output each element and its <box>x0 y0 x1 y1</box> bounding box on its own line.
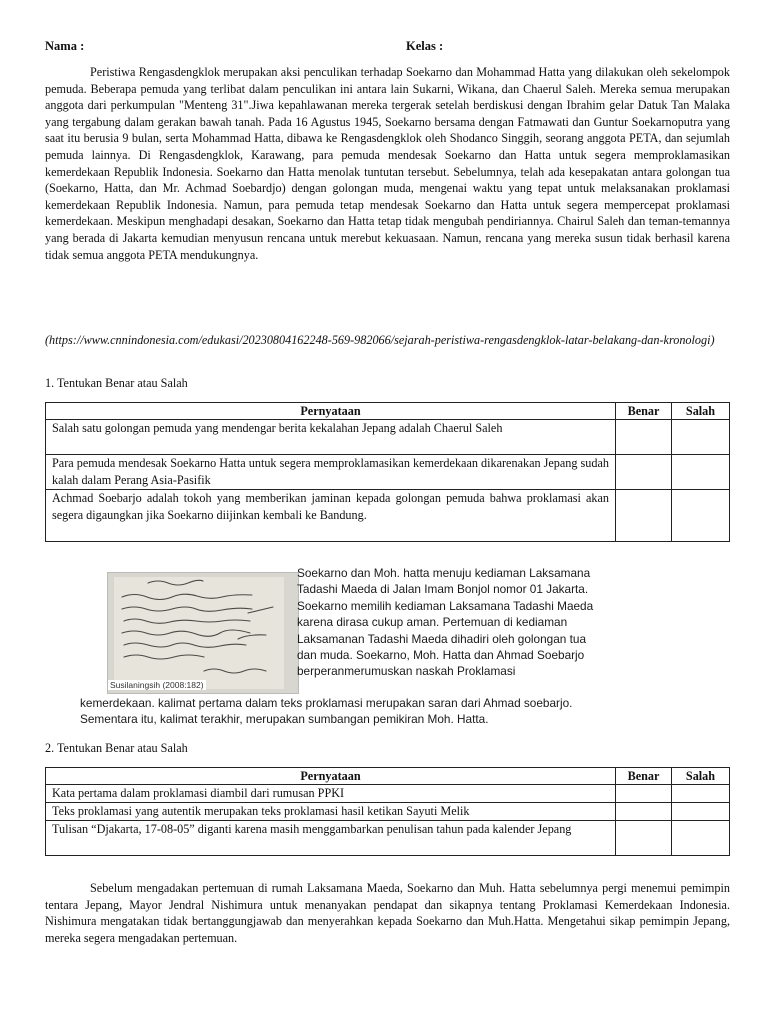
header-true: Benar <box>616 403 672 420</box>
question-2-table <box>45 767 730 856</box>
question-1-table <box>45 402 730 542</box>
manuscript-image <box>107 572 299 694</box>
table-header-row <box>46 403 730 420</box>
answer-false-cell[interactable] <box>672 803 730 821</box>
answer-false-cell[interactable] <box>672 785 730 803</box>
source-citation: (https://www.cnnindonesia.com/edukasi/20230804162248-569-982066/sejarah-peristiwa-rengasdengklok-latar-belakang-dan-kronologi) <box>45 333 715 347</box>
image-caption: Susilaningsih (2008:182) <box>110 680 204 690</box>
class-label: Kelas : <box>406 39 444 53</box>
table-row <box>46 490 730 542</box>
answer-true-cell[interactable] <box>616 420 672 455</box>
statement-cell: Teks proklamasi yang autentik merupakan teks proklamasi hasil ketikan Sayuti Melik <box>46 803 616 821</box>
answer-false-cell[interactable] <box>672 455 730 490</box>
statement-cell: Para pemuda mendesak Soekarno Hatta untuk segera memproklamasikan kemerdekaan dikarenakan Jepang sudah kalah dalam Perang Asia-Pasifik <box>46 455 616 490</box>
table-row <box>46 420 730 455</box>
table-row <box>46 785 730 803</box>
table-row <box>46 803 730 821</box>
answer-true-cell[interactable] <box>616 455 672 490</box>
statement-cell: Kata pertama dalam proklamasi diambil dari rumusan PPKI <box>46 785 616 803</box>
reading-passage-2: Sebelum mengadakan pertemuan di rumah Laksamana Maeda, Soekarno dan Muh. Hatta sebelumnya pergi menemui pemimpin tentara Jepang, Mayor Jendral Nishimura untuk menanyakan pendapat dan sikapnya tentang Proklamasi Kemerdekaan Indonesia. Nishimura mengatakan tidak bertanggungjawab dan menyerahkan kepada Soekarno dan Muh.Hatta. Mengetahui sikap pemimpin Jepang, mereka segera mengadakan pertemuan. <box>45 881 730 945</box>
answer-false-cell[interactable] <box>672 490 730 542</box>
reading-passage-1: Peristiwa Rengasdengklok merupakan aksi penculikan terhadap Soekarno dan Mohammad Hatta yang dilakukan oleh sekelompok pemuda. Beberapa pemuda yang terlibat dalam penculikan ini antara lain Sukarni, Wikana, dan Chaerul Saleh. Mereka semua merupakan anggota dari perkumpulan "Menteng 31".Jiwa kepahlawanan mereka tergerak setelah berdiskusi dengan Ibrahim gelar Datuk Tan Malaka yang tergabung dalam gerakan bawah tanah. Pada 16 Agustus 1945, Soekarno bersama dengan Fatmawati dan Guntur Soekarnoputra yang saat itu berusia 9 bulan, serta Mohammad Hatta, dibawa ke Rengasdengklok oleh Shodanco Singgih, seorang anggota PETA, dan sejumlah pemuda lainnya. Di Rengasdengklok, Karawang, para pemuda mendesak Soekarno dan Hatta untuk segera memproklamasikan kemerdekaan Republik Indonesia. Soekarno dan Hatta menolak tuntutan tersebut. Sebelumnya, telah ada kesepakatan antara golongan tua (Soekarno, Hatta, dan Mr. Achmad Soebardjo) dengan golongan muda, mengenai waktu yang tepat untuk melaksanakan proklamasi kemerdekaan Republik Indonesia. Namun, para pemuda tetap mendesak Soekarno dan Hatta untuk segera mempercepat proklamasi kemerdekaan. Meskipun menghadapi desakan, Soekarno dan Hatta tetap tidak mengubah pendiriannya. Chairul Saleh dan teman-temannya yang berada di Jakarta kemudian menyusun rencana untuk merebut kekuasaan. Namun, rencana yang mereka susun tidak berhasil karena tidak semua anggota PETA mendukungnya. <box>45 65 730 262</box>
figure-side-text: Soekarno dan Moh. hatta menuju kediaman Laksamana Tadashi Maeda di Jalan Imam Bonjol nomor 01 Jakarta. Soekarno memilih kediaman Laksamana Tadashi Maeda karena dirasa cukup aman. Pertemuan di kediaman Laksamanan Tadashi Maeda dihadiri oleh golongan tua dan muda. Soekarno, Moh. Hatta dan Ahmad Soebarjo berperanmerumuskan naskah Proklamasi <box>297 566 594 679</box>
answer-false-cell[interactable] <box>672 821 730 856</box>
question-1-title: 1. Tentukan Benar atau Salah <box>45 376 188 390</box>
header-true: Benar <box>616 768 672 785</box>
header-statement: Pernyataan <box>46 403 616 420</box>
header-false: Salah <box>672 768 730 785</box>
name-label: Nama : <box>45 39 85 53</box>
statement-cell: Salah satu golongan pemuda yang mendengar berita kekalahan Jepang adalah Chaerul Saleh <box>46 420 616 455</box>
answer-true-cell[interactable] <box>616 490 672 542</box>
question-2-title: 2. Tentukan Benar atau Salah <box>45 741 188 755</box>
header-statement: Pernyataan <box>46 768 616 785</box>
figure-below-text: kemerdekaan. kalimat pertama dalam teks proklamasi merupakan saran dari Ahmad soebarjo. Sementara itu, kalimat terakhir, merupakan sumbangan pemikiran Moh. Hatta. <box>80 696 573 727</box>
table-row <box>46 455 730 490</box>
answer-true-cell[interactable] <box>616 821 672 856</box>
table-header-row <box>46 768 730 785</box>
header-false: Salah <box>672 403 730 420</box>
table-row <box>46 821 730 856</box>
answer-true-cell[interactable] <box>616 803 672 821</box>
statement-cell: Achmad Soebarjo adalah tokoh yang memberikan jaminan kepada golongan pemuda bahwa proklamasi akan segera digaungkan jika Soekarno diijinkan kembali ke Bandung. <box>46 490 616 542</box>
statement-cell: Tulisan “Djakarta, 17-08-05” diganti karena masih menggambarkan penulisan tahun pada kalender Jepang <box>46 821 616 856</box>
answer-false-cell[interactable] <box>672 420 730 455</box>
answer-true-cell[interactable] <box>616 785 672 803</box>
